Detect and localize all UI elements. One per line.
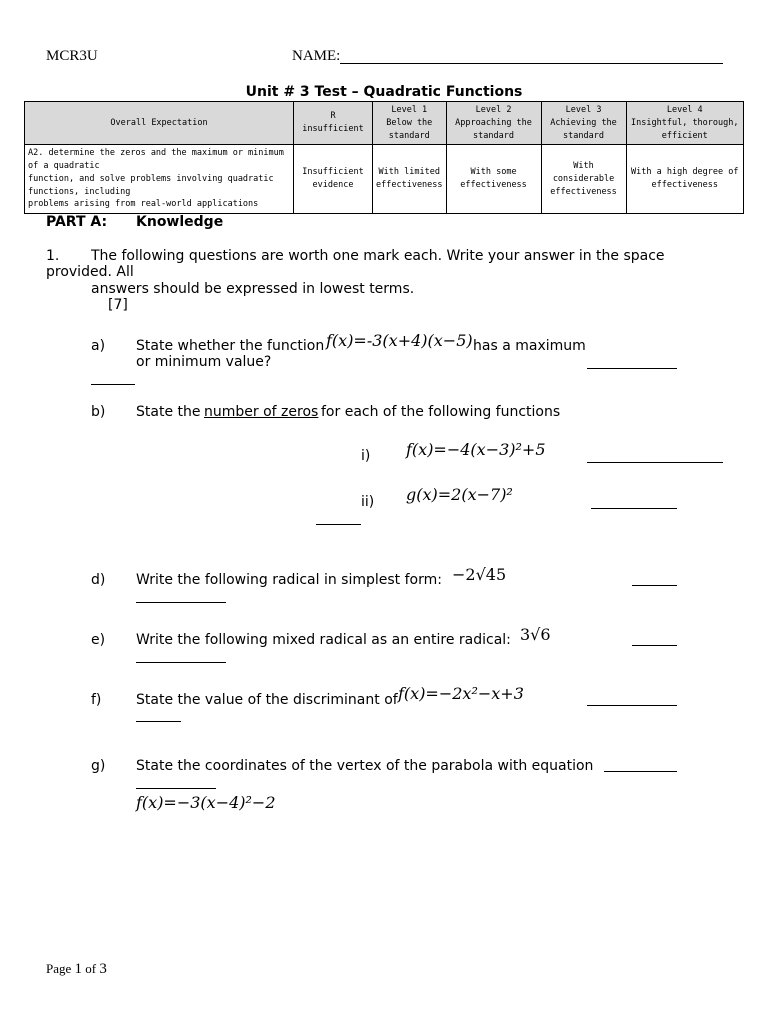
qb-i-label: i) (361, 448, 371, 464)
qd-answer-line[interactable] (632, 585, 677, 586)
q1-number: 1. (46, 248, 60, 264)
q1-line2: provided. All (46, 264, 134, 280)
qe-text: Write the following mixed radical as an entire radical: (136, 632, 511, 648)
qf-answer-line-2[interactable] (136, 721, 181, 722)
rubric-head-level3: Level 3 Achieving the standard (541, 102, 626, 145)
q1-line3: answers should be expressed in lowest terms. (91, 281, 415, 297)
qd-text: Write the following radical in simplest form: (136, 572, 442, 588)
qa-text-line2: or minimum value? (136, 354, 272, 370)
qe-label: e) (91, 632, 106, 648)
qb-text-after: for each of the following functions (321, 404, 561, 420)
qf-text: State the value of the discriminant of (136, 692, 398, 708)
qe-answer-line[interactable] (632, 645, 677, 646)
qg-label: g) (91, 758, 106, 774)
qd-answer-line-2[interactable] (136, 602, 226, 603)
course-code: MCR3U (46, 48, 98, 64)
rubric-level1: With limited effectiveness (373, 145, 447, 214)
rubric-level4: With a high degree of effectiveness (626, 145, 743, 214)
qa-answer-line[interactable] (587, 368, 677, 369)
rubric-expectation: A2. determine the zeros and the maximum or minimum of a quadratic function, and solve problems involving quadratic functions, including problems arising from real-world applications (25, 145, 294, 214)
rubric-level2: With some effectiveness (446, 145, 541, 214)
rubric-head-level4: Level 4 Insightful, thorough, efficient (626, 102, 743, 145)
qb-label: b) (91, 404, 106, 420)
page-footer (46, 961, 107, 978)
page-total: 3 (99, 961, 107, 977)
qb-ii-answer-line-2[interactable] (316, 524, 361, 525)
qb-i-equation: f(x)=−4(x−3)²+5 (406, 440, 546, 459)
test-title: Unit # 3 Test – Quadratic Functions (245, 84, 523, 100)
qa-text: State whether the function (136, 338, 325, 354)
rubric-level3: With considerable effectiveness (541, 145, 626, 214)
qb-ii-equation: g(x)=2(x−7)² (406, 485, 513, 504)
qa-equation: f(x)=-3(x+4)(x−5) (326, 331, 473, 350)
qd-label: d) (91, 572, 106, 588)
qb-ii-label: ii) (361, 494, 375, 510)
qa-text-after: has a maximum (473, 338, 586, 354)
qf-equation: f(x)=−2x²−x+3 (398, 684, 524, 703)
q1-line1: The following questions are worth one mark each. Write your answer in the space (91, 248, 665, 264)
rubric-head-r: R insufficient (294, 102, 373, 145)
part-name: Knowledge (136, 214, 224, 230)
name-field-line[interactable] (340, 63, 723, 64)
qe-radical: 3√6 (520, 625, 551, 644)
rubric-header-row (25, 102, 744, 145)
part-label: PART A: (46, 214, 108, 230)
qd-radical: −2√45 (452, 565, 507, 584)
qg-answer-line[interactable] (604, 771, 677, 772)
qf-answer-line[interactable] (587, 705, 677, 706)
qb-i-answer-line[interactable] (587, 462, 723, 463)
qa-answer-line-2[interactable] (91, 384, 135, 385)
rubric-body-row (25, 145, 744, 214)
name-label: NAME: (292, 48, 341, 64)
qa-label: a) (91, 338, 106, 354)
rubric-head-level1: Level 1 Below the standard (373, 102, 447, 145)
rubric-head-level2: Level 2 Approaching the standard (446, 102, 541, 145)
qg-answer-line-2[interactable] (136, 788, 216, 789)
qg-text: State the coordinates of the vertex of the parabola with equation (136, 758, 594, 774)
qe-answer-line-2[interactable] (136, 662, 226, 663)
q1-marks: [7] (108, 297, 128, 313)
qb-text-before: State the (136, 404, 201, 420)
qb-underlined: number of zeros (204, 404, 319, 420)
qg-equation: f(x)=−3(x−4)²−2 (136, 793, 276, 812)
rubric-head-expectation: Overall Expectation (25, 102, 294, 145)
qb-ii-answer-line[interactable] (591, 508, 677, 509)
page-number: 1 (74, 961, 83, 977)
rubric-table (24, 101, 744, 214)
page-label: Page (46, 961, 72, 976)
of-label: of (85, 961, 97, 976)
rubric-r: Insufficient evidence (294, 145, 373, 214)
qf-label: f) (91, 692, 102, 708)
